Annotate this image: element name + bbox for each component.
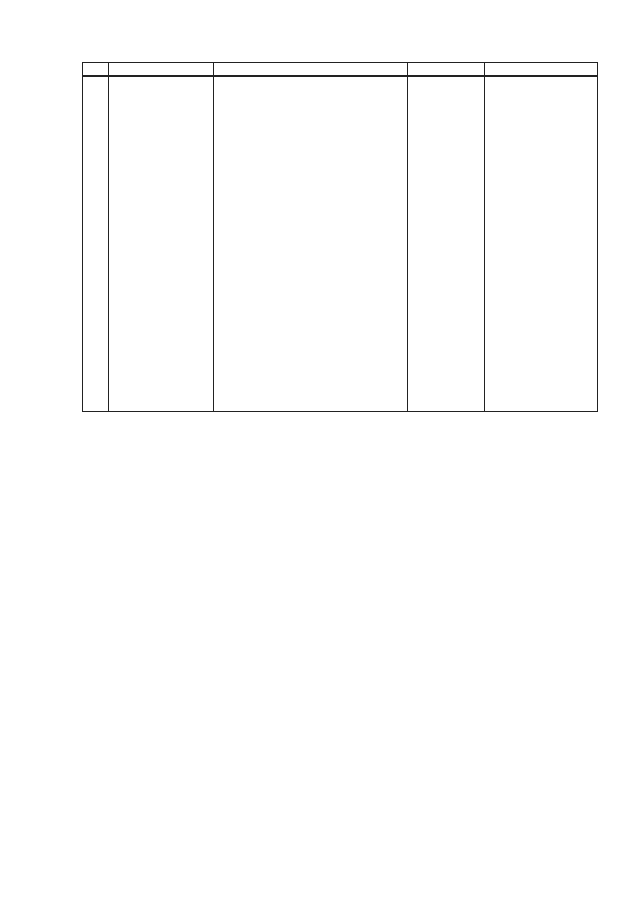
column-number-5 (485, 63, 598, 76)
column-number-2 (109, 63, 214, 76)
column-number-1 (83, 63, 109, 76)
column-header-row (83, 63, 598, 76)
district-name (109, 77, 214, 412)
cell-plots (214, 77, 408, 412)
cell-areas (408, 77, 485, 412)
column-number-3 (214, 63, 408, 76)
cell-index (83, 77, 109, 412)
document-table (82, 62, 598, 412)
description-text (485, 77, 598, 412)
district-row (83, 77, 598, 412)
column-number-4 (408, 63, 485, 76)
